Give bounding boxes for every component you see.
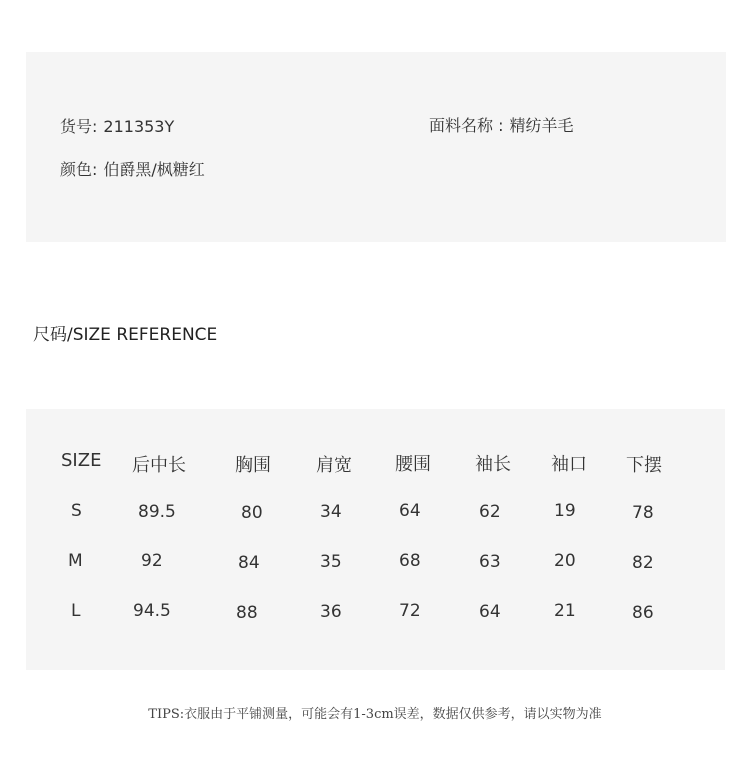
table-cell: 64	[399, 501, 421, 521]
product-info-panel	[26, 52, 726, 242]
item-number-label: 货号:	[60, 117, 98, 136]
table-cell: 84	[238, 553, 260, 573]
table-cell: 36	[320, 602, 342, 622]
shoulder-header: 肩宽	[316, 455, 352, 476]
hem-header: 下摆	[626, 455, 662, 476]
table-cell: 88	[236, 603, 258, 623]
table-cell: 34	[320, 502, 342, 522]
sleeve-length-header: 袖长	[475, 454, 511, 475]
tips-note: TIPS:衣服由于平铺测量，可能会有1-3cm误差，数据仅供参考，请以实物为准	[148, 707, 602, 722]
table-cell: 64	[479, 602, 501, 622]
table-cell: M	[68, 551, 83, 571]
table-cell: 86	[632, 603, 654, 623]
fabric-name	[429, 113, 574, 136]
item-number-value: 211353Y	[103, 117, 175, 136]
fabric-name-label: 面料名称 :	[429, 116, 504, 135]
chest-header: 胸围	[235, 455, 271, 476]
table-cell: 63	[479, 552, 501, 572]
table-cell: 68	[399, 551, 421, 571]
table-cell: L	[71, 601, 81, 621]
table-cell: S	[71, 501, 82, 521]
table-cell: 80	[241, 503, 263, 523]
table-cell: 92	[141, 551, 163, 571]
size-reference-title: 尺码/SIZE REFERENCE	[33, 325, 218, 345]
back-length-header: 后中长	[132, 455, 186, 476]
table-cell: 19	[554, 501, 576, 521]
color-value: 伯爵黑/枫糖红	[103, 160, 205, 179]
table-cell: 89.5	[138, 502, 176, 522]
table-cell: 62	[479, 502, 501, 522]
color	[60, 157, 205, 180]
table-cell: 94.5	[133, 601, 171, 621]
size-header: SIZE	[61, 450, 102, 471]
waist-header: 腰围	[395, 454, 431, 475]
table-cell: 21	[554, 601, 576, 621]
fabric-name-value: 精纺羊毛	[509, 116, 574, 135]
table-cell: 78	[632, 503, 654, 523]
size-table	[26, 409, 725, 670]
table-cell: 20	[554, 551, 576, 571]
cuff-header: 袖口	[551, 454, 587, 475]
table-cell: 35	[320, 552, 342, 572]
table-cell: 82	[632, 553, 654, 573]
color-label: 颜色:	[60, 160, 98, 179]
item-number	[60, 114, 174, 137]
table-cell: 72	[399, 601, 421, 621]
